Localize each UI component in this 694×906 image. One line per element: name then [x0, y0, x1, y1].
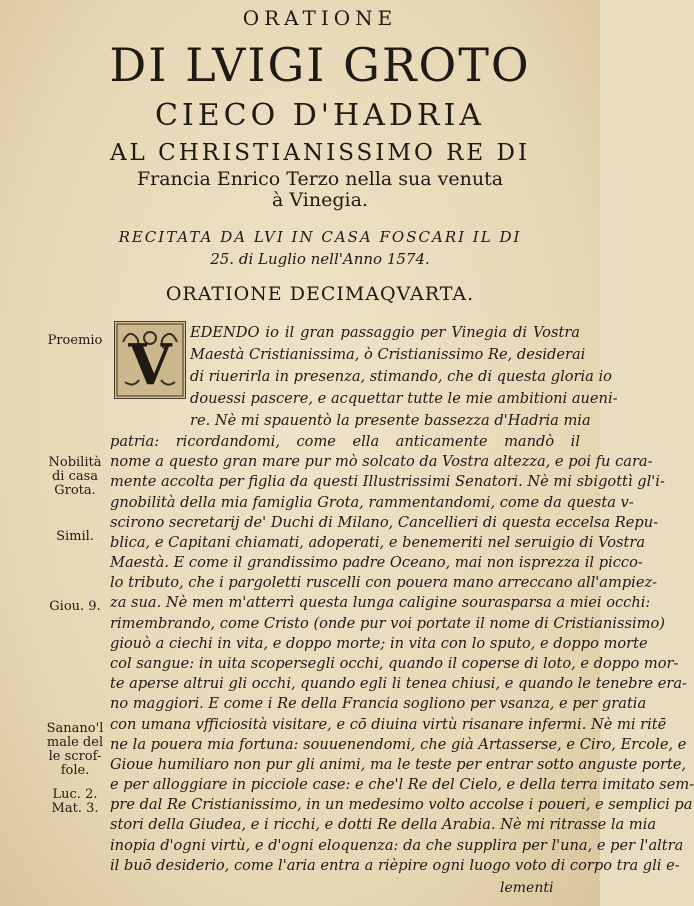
body-line: Maestà Cristianissima, ò Cristianissimo Re, desiderai — [190, 346, 586, 363]
title-dedication: AL CHRISTIANISSIMO RE DI — [109, 140, 531, 166]
body-line: blica, e Capitani chiamati, adoperati, e benemeriti nel seruigio di Vostra — [110, 533, 646, 551]
body-line: Gioue humiliaro non pur gli animi, ma le teste per entrar sotto anguste porte, — [110, 755, 687, 773]
body-line: no maggiori. E come i Re della Francia sogliono per vsanza, e per gratia — [110, 695, 647, 713]
body-line: EDENDO io il gran passaggio per Vinegia di Vostra — [190, 324, 580, 341]
body-line: col sangue: in uita scopersegli occhi, quando il coperse di loto, e doppo mor- — [110, 655, 679, 672]
body-line: za sua. Nè men m'atterrì questa lunga caligine sourasparsa a miei occhi: — [110, 594, 651, 612]
body-line: scirono secretarij de' Duchi di Milano, Cancellieri di questa eccelsa Repu- — [110, 513, 659, 531]
body-line: inopia d'ogni virtù, e d'ogni eloquenza: da che supplira per l'una, e per l'altra — [110, 836, 684, 854]
body-line: con umana vfficiosità visitare, e cō diuina virtù risanare infermi. Nè mi ritē — [110, 715, 667, 733]
body-line: nome a questo gran mare pur mò solcato da Vostra altezza, e poi fu cara- — [110, 453, 653, 471]
body-line: gnobilità della mia famiglia Grota, rammentandomi, come da questa v- — [110, 493, 634, 511]
body-line: douessi pascere, e acquettar tutte le mie ambitioni aueni- — [190, 390, 618, 407]
body-line: patria: ricordandomi, come ella anticamente mandò il — [110, 433, 580, 450]
title-line-oratione: ORATIONE — [242, 6, 398, 30]
body-line: il buō desiderio, come l'aria entra a rièpire ogni luogo voto di corpo tra gli e- — [110, 856, 680, 874]
ornament-icon — [115, 322, 185, 398]
body-line: ne la pouera mia fortuna: souuenendomi, che già Artasserse, e Ciro, Ercole, e — [110, 735, 687, 753]
title-subline-1: Francia Enrico Terzo nella sua venuta — [136, 168, 504, 190]
catchword: lementi — [500, 880, 554, 896]
body-line: e per alloggiare in picciole case: e che'l Re del Cielo, e della terra imitato sem- — [110, 776, 694, 794]
margin-note-giou: Giou. 9. — [49, 599, 101, 614]
body-line: giouò a ciechi in vita, e doppo morte; in vita con lo sputo, e doppo morte — [110, 634, 648, 652]
recited-line-1: RECITATA DA LVI IN CASA FOSCARI IL DI — [118, 228, 522, 246]
body-line: pre dal Re Cristianissimo, in un medesimo volto accolse i poueri, e semplici pa — [110, 796, 693, 814]
margin-note-sanano: Sanano'l male del le scrof- fole. — [46, 721, 104, 778]
body-line: di riuerirla in presenza, stimando, che di questa gloria io — [190, 368, 612, 385]
title-subline-2: à Vinegia. — [272, 189, 368, 211]
margin-note-proemio: Proemio — [47, 333, 103, 348]
margin-note-luc-mat: Luc. 2. Mat. 3. — [51, 787, 99, 816]
recited-line-2: 25. di Luglio nell'Anno 1574. — [210, 250, 430, 268]
svg-text:V: V — [128, 332, 172, 398]
body-line: stori della Giudea, e i ricchi, e dotti Re della Arabia. Nè mi ritrasse la mia — [110, 816, 657, 834]
body-line: Maestà. E come il grandissimo padre Oceano, mai non isprezza il picco- — [110, 554, 643, 572]
title-author-origin: CIECO D'HADRIA — [154, 98, 486, 133]
body-line: mente accolta per figlia da questi Illustrissimi Senatori. Nè mi sbigottì gl'i- — [110, 473, 665, 491]
margin-note-simil: Simil. — [56, 529, 94, 544]
title-author-name: DI LVIGI GROTO — [109, 38, 531, 92]
margin-note-nobilita: Nobilità di casa Grota. — [48, 455, 102, 498]
decorated-initial — [114, 321, 186, 399]
body-line: lo tributo, che i pargoletti ruscelli con pouera mano arreccano all'ampiez- — [110, 574, 658, 592]
body-line: rimembrando, come Cristo (onde pur voi portate il nome di Cristianissimo) — [110, 614, 665, 632]
body-line: re. Nè mi spauentò la presente bassezza d'Hadria mia — [190, 412, 591, 429]
body-line: te aperse altrui gli occhi, quando egli li tenea chiusi, e quando le tenebre era- — [110, 675, 687, 693]
section-heading: ORATIONE DECIMAQVARTA. — [165, 283, 475, 305]
